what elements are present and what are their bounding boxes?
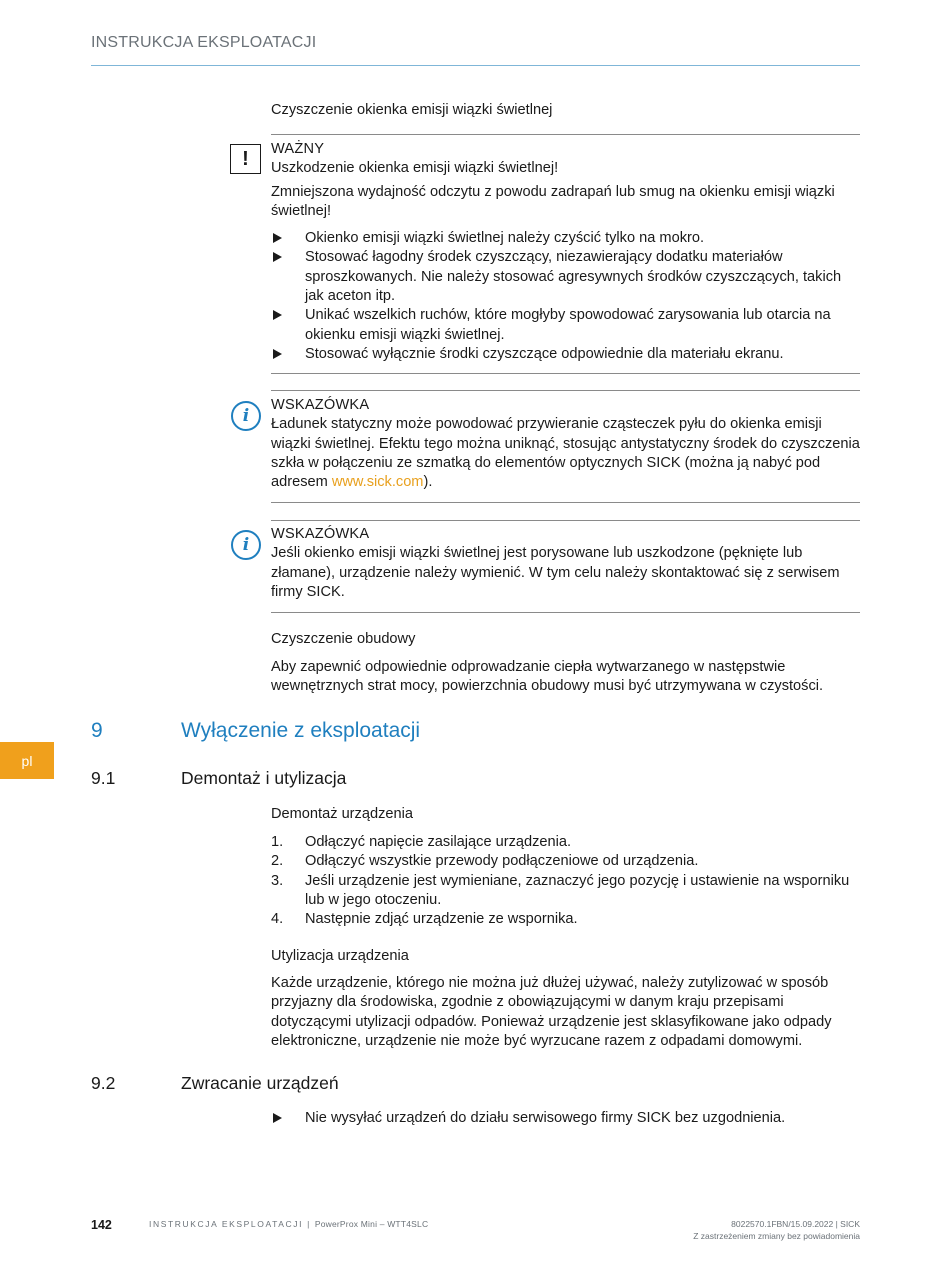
subsection-title-housing-cleaning: Czyszczenie obudowy [271,631,416,647]
language-tab: pl [0,742,54,779]
step-text: Odłączyć wszystkie przewody podłączeniowe od urządzenia. [305,853,699,870]
note2-label: WSKAZÓWKA [271,526,370,542]
list-item: Stosować wyłącznie środki czyszczące odpowiednie dla materiału ekranu. [271,345,860,364]
running-header: INSTRUKCJA EKSPLOATACJI [91,34,317,51]
note1-text-end: ). [423,474,433,491]
chapter-title: Wyłączenie z eksploatacji [181,719,421,742]
header-divider [91,65,860,66]
list-item [271,833,860,852]
list-item: Okienko emisji wiązki świetlnej należy czyścić tylko na mokro. [271,229,860,248]
section-title-9-1: Demontaż i utylizacja [181,768,347,788]
chapter-number: 9 [91,719,103,742]
note1-text-main: Ładunek statyczny może powodować przywieranie cząsteczek pyłu do okienka emisji wiązki świetlnej. Efektu tego można uniknąć, stosując antystatyczny środek do czyszczenia szkła w połączeniu ze szmatką do elementów optycznych SICK (można ją nabyć pod adresem [271,416,860,491]
step-text: Jeśli urządzenie jest wymieniane, zaznaczyć jego pozycję i ustawienie na wsporniku lub w jego otoczeniu. [305,872,850,908]
note1 [271,396,860,492]
step-text: Odłączyć napięcie zasilające urządzenia. [305,834,572,850]
footer-doc: INSTRUKCJA EKSPLOATACJI [149,1219,304,1229]
housing-cleaning-text: Aby zapewnić odpowiednie odprowadzanie ciepła wytwarzanego w następstwie wewnętrznych strat mocy, powierzchnia obudowy musi być utrzymywana w czystości. [271,659,824,695]
important-bullet-list [271,229,860,364]
list-item [271,852,860,871]
step-number: 4. [271,911,284,928]
note2-bottom-rule [271,612,860,613]
footer-reference [693,1218,860,1242]
list-item: Unikać wszelkich ruchów, które mogłyby spowodować zarysowania lub otarcia na okienku emisji wiązki świetlnej. [271,306,860,345]
important-label: WAŻNY [271,141,325,157]
list-item [271,910,860,929]
important-bottom-rule [271,373,860,374]
step-number: 1. [271,834,284,850]
disassembly-steps [271,833,860,929]
list-item: Stosować łagodny środek czyszczący, niezawierający dodatku materiałów sproszkowanych. Nie należy stosować agresywnych środków czyszczących, takich jak aceton itp. [271,248,860,306]
section-number-9-1: 9.1 [91,768,116,788]
return-bullet-list [271,1109,860,1128]
subsection-title-disposal: Utylizacja urządzenia [271,948,409,964]
note1-label: WSKAZÓWKA [271,397,370,413]
step-number: 2. [271,853,284,870]
important-top-rule [271,134,860,135]
subsection-title-disassembly: Demontaż urządzenia [271,806,413,822]
note2-top-rule [271,520,860,521]
disposal-text: Każde urządzenie, którego nie można już dłużej używać, należy zutylizować w sposób przyjazny dla środowiska, zgodnie z obowiązującymi w danym kraju przepisami dotyczącymi utylizacji odpadów. Ponieważ urządzenie jest sklasyfikowane jako odpady elektroniczne, urządzenie nie może być wyrzucane razem z odpadami domowymi. [271,975,832,1049]
subsection-title-window-cleaning: Czyszczenie okienka emisji wiązki świetlnej [271,102,553,118]
footer-document-title [149,1219,428,1229]
section-number-9-2: 9.2 [91,1073,116,1093]
note2-text: Jeśli okienko emisji wiązki świetlnej jest porysowane lub uszkodzone (pęknięte lub złamane), urządzenie należy wymienić. W tym celu należy skontaktować się z serwisem firmy SICK. [271,545,840,600]
section-title-9-2: Zwracanie urządzeń [181,1073,339,1093]
list-item [271,872,860,911]
page-number: 142 [91,1218,112,1232]
exclamation-icon: ! [230,144,261,174]
note1-text [271,415,860,492]
footer-separator: | [303,1219,315,1229]
info-icon: i [231,401,261,431]
footer-ref: 8022570.1FBN/15.09.2022 | SICK [731,1219,860,1229]
important-text: Zmniejszona wydajność odczytu z powodu zadrapań lub smug na okienku emisji wiązki świetlnej! [271,183,835,219]
step-text: Następnie zdjąć urządzenie ze wspornika. [305,911,578,928]
important-heading: Uszkodzenie okienka emisji wiązki świetlnej! [271,160,559,177]
note1-bottom-rule [271,502,860,503]
footer-product: PowerProx Mini – WTT4SLC [314,1219,429,1229]
footer-disclaimer: Z zastrzeżeniem zmiany bez powiadomienia [693,1231,860,1241]
list-item: Nie wysyłać urządzeń do działu serwisowego firmy SICK bez uzgodnienia. [271,1109,860,1128]
note1-top-rule [271,390,860,391]
note2 [271,525,860,602]
info-icon: i [231,530,261,560]
step-number: 3. [271,872,284,889]
important-notice [271,140,860,364]
sick-website-link[interactable]: www.sick.com [331,474,424,491]
